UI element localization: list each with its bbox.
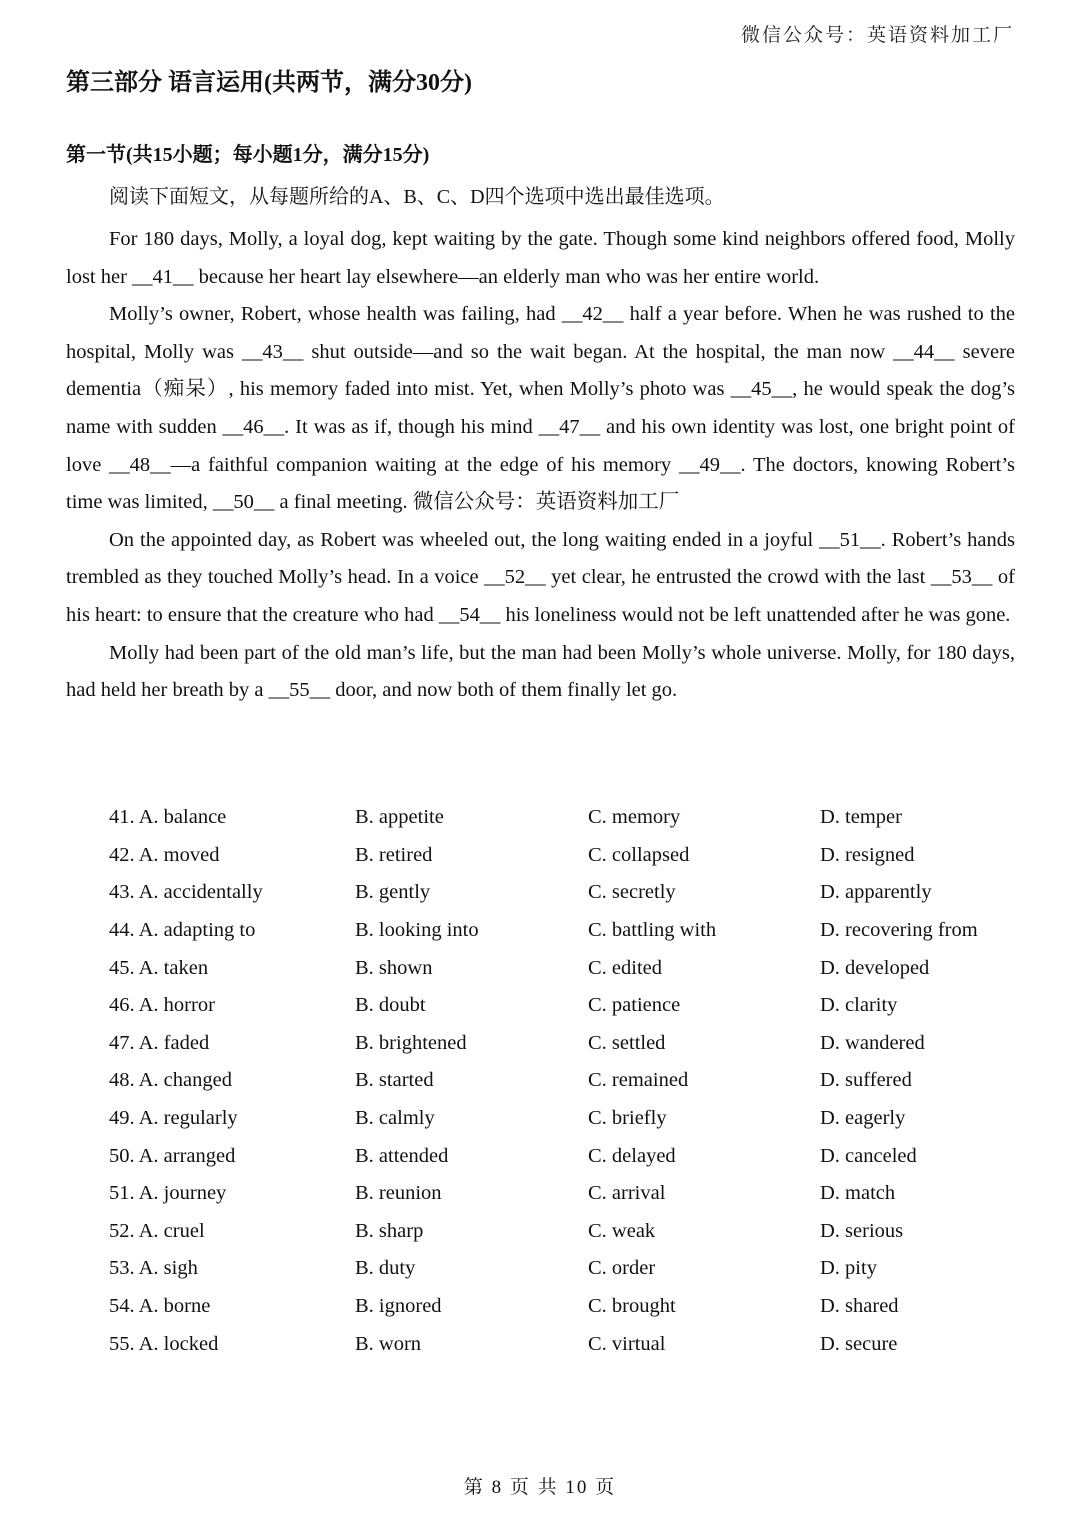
option-c: C. memory [588, 806, 681, 829]
option-d: D. temper [820, 806, 902, 829]
option-b: B. reunion [355, 1182, 442, 1205]
option-c: C. battling with [588, 919, 717, 942]
section-title: 第一节(共15小题；每小题1分，满分15分) [66, 144, 430, 166]
option-d: D. resigned [820, 843, 915, 866]
options-table [109, 799, 1015, 1363]
option-a: 48. A. changed [109, 1069, 232, 1092]
option-c: C. brought [588, 1295, 676, 1318]
option-d: D. recovering from [820, 919, 978, 942]
option-a: 43. A. accidentally [109, 881, 263, 904]
option-d: D. suffered [820, 1069, 912, 1092]
option-a: 55. A. locked [109, 1332, 219, 1355]
option-c: C. collapsed [588, 843, 690, 866]
option-c: C. briefly [588, 1107, 667, 1130]
option-d: D. serious [820, 1219, 904, 1242]
option-a: 49. A. regularly [109, 1107, 238, 1130]
option-a: 45. A. taken [109, 956, 209, 979]
option-a: 51. A. journey [109, 1182, 227, 1205]
option-a: 54. A. borne [109, 1295, 211, 1318]
option-c: C. edited [588, 956, 663, 979]
option-a: 42. A. moved [109, 843, 220, 866]
option-row [109, 1062, 1015, 1100]
option-row [109, 987, 1015, 1025]
option-b: B. attended [355, 1144, 449, 1167]
option-b: B. gently [355, 881, 431, 904]
option-b: B. calmly [355, 1107, 435, 1130]
option-c: C. settled [588, 1031, 666, 1054]
option-d: D. canceled [820, 1144, 917, 1167]
option-d: D. apparently [820, 881, 932, 904]
option-d: D. eagerly [820, 1107, 906, 1130]
option-row [109, 1250, 1015, 1288]
option-b: B. retired [355, 843, 433, 866]
option-row [109, 1288, 1015, 1326]
instructions: 阅读下面短文，从每题所给的A、B、C、D四个选项中选出最佳选项。 [109, 186, 725, 208]
option-c: C. remained [588, 1069, 689, 1092]
option-row [109, 1175, 1015, 1213]
option-c: C. secretly [588, 881, 676, 904]
option-d: D. shared [820, 1295, 899, 1318]
option-row [109, 912, 1015, 950]
option-c: C. delayed [588, 1144, 676, 1167]
option-d: D. match [820, 1182, 896, 1205]
option-a: 50. A. arranged [109, 1144, 236, 1167]
option-b: B. appetite [355, 806, 444, 829]
option-d: D. pity [820, 1257, 877, 1280]
passage-paragraph: On the appointed day, as Robert was wheeled out, the long waiting ended in a joyful __51__. Robert’s hands trembled as they touched Molly’s head. In a voice __52__ yet clear, he entrusted the crowd with the last __53__ of his heart: to ensure that the creature who had __54__ his loneliness would not be left unattended after he was gone. [66, 528, 1015, 626]
option-row [109, 1100, 1015, 1138]
option-b: B. ignored [355, 1295, 442, 1318]
passage-paragraph: Molly’s owner, Robert, whose health was failing, had __42__ half a year before. When he was rushed to the hospital, Molly was __43__ shut outside—and so the wait began. At the hospital, the man now __44__ severe dementia（痴呆）, his memory faded into mist. Yet, when Molly’s photo was __45__, he would speak the dog’s name with sudden __46__. It was as if, though his mind __47__ and his own identity was lost, one bright point of love __48__—a faithful companion waiting at the edge of his memory __49__. The doctors, knowing Robert’s time was limited, __50__ a final meeting. 微信公众号：英语资料加工厂 [66, 303, 1015, 514]
option-b: B. duty [355, 1257, 416, 1280]
option-b: B. brightened [355, 1031, 467, 1054]
passage [66, 221, 1015, 710]
option-b: B. sharp [355, 1219, 424, 1242]
option-a: 41. A. balance [109, 806, 227, 829]
option-row [109, 1025, 1015, 1063]
option-row [109, 874, 1015, 912]
option-d: D. developed [820, 956, 930, 979]
option-a: 52. A. cruel [109, 1219, 205, 1242]
passage-paragraph: For 180 days, Molly, a loyal dog, kept waiting by the gate. Though some kind neighbors offered food, Molly lost her __41__ because her heart lay elsewhere—an elderly man who was her entire world. [66, 228, 1015, 288]
option-row [109, 1213, 1015, 1251]
part-title: 第三部分 语言运用(共两节，满分30分) [66, 70, 472, 96]
option-c: C. virtual [588, 1332, 666, 1355]
option-c: C. arrival [588, 1182, 666, 1205]
passage-paragraph: Molly had been part of the old man’s life, but the man had been Molly’s whole universe. Molly, for 180 days, had held her breath by a __55__ door, and now both of them finally let go. [66, 641, 1015, 702]
option-row [109, 837, 1015, 875]
option-row [109, 1137, 1015, 1175]
page-number: 第 8 页 共 10 页 [463, 1477, 617, 1498]
option-a: 53. A. sigh [109, 1257, 198, 1280]
option-b: B. looking into [355, 919, 479, 942]
option-d: D. wandered [820, 1031, 925, 1054]
option-row [109, 1325, 1015, 1363]
option-c: C. patience [588, 994, 681, 1017]
option-b: B. started [355, 1069, 434, 1092]
option-d: D. clarity [820, 994, 898, 1017]
option-row [109, 949, 1015, 987]
option-c: C. weak [588, 1219, 656, 1242]
option-b: B. doubt [355, 994, 426, 1017]
option-a: 44. A. adapting to [109, 919, 256, 942]
option-b: B. worn [355, 1332, 422, 1355]
option-a: 46. A. horror [109, 994, 215, 1017]
option-a: 47. A. faded [109, 1031, 210, 1054]
option-row [109, 799, 1015, 837]
option-c: C. order [588, 1257, 656, 1280]
option-d: D. secure [820, 1332, 898, 1355]
option-b: B. shown [355, 956, 433, 979]
header-note: 微信公众号：英语资料加工厂 [740, 25, 1014, 46]
